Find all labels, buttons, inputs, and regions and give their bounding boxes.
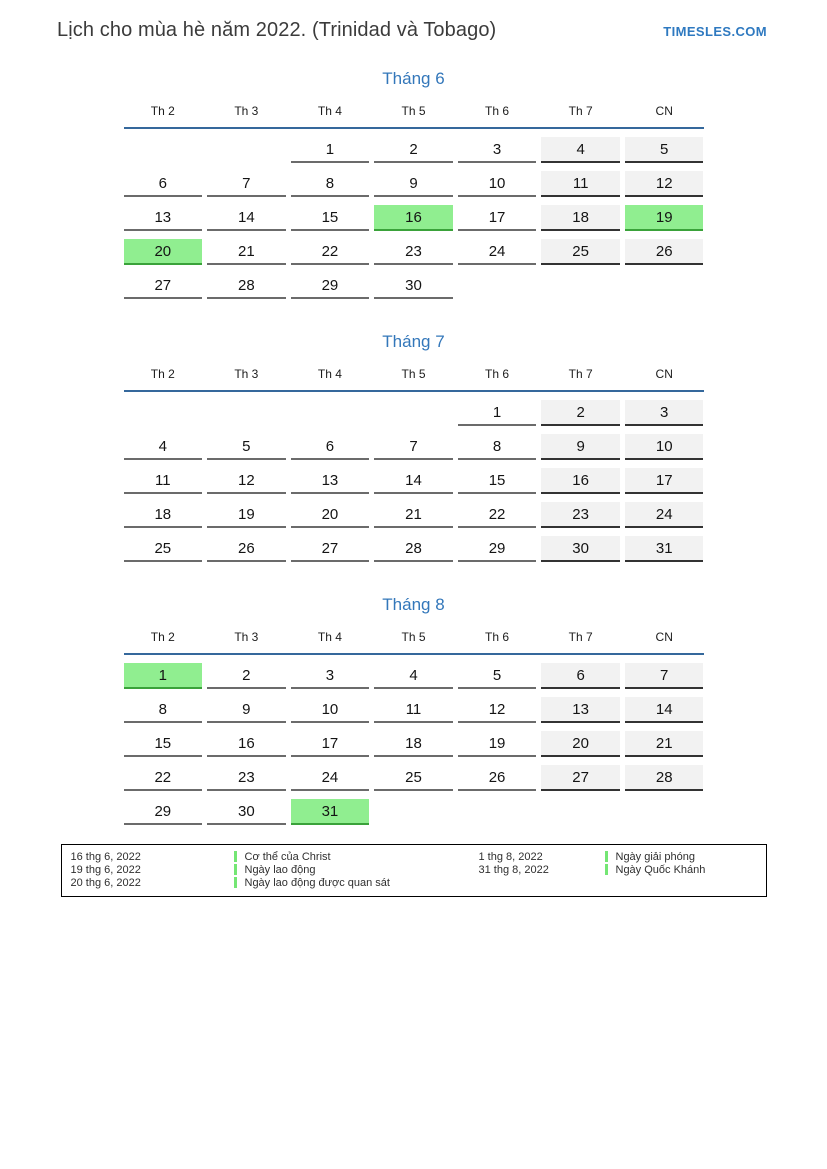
holiday-marker-bar — [605, 851, 608, 862]
day-cell-empty — [374, 400, 453, 426]
day-cell: 29 — [458, 536, 537, 562]
day-cell-empty — [291, 400, 370, 426]
day-cell-weekend: 27 — [541, 765, 620, 791]
day-cell-weekend: 5 — [625, 137, 704, 163]
day-cell-holiday: 31 — [291, 799, 370, 825]
holiday-marker-bar — [234, 877, 237, 888]
month-title: Tháng 8 — [382, 595, 445, 614]
day-cell: 18 — [374, 731, 453, 757]
legend-column-left — [71, 850, 479, 889]
day-cell: 26 — [207, 536, 286, 562]
day-cell: 5 — [458, 663, 537, 689]
weekday-header: Th 4 — [317, 630, 342, 644]
day-cell: 13 — [124, 205, 203, 231]
weekday-header: Th 3 — [234, 104, 259, 118]
legend-entry — [479, 850, 757, 863]
day-cell-weekend: 13 — [541, 697, 620, 723]
legend-label: Ngày lao động — [244, 863, 316, 876]
weekday-header: CN — [655, 367, 673, 381]
weekday-header: Th 4 — [317, 104, 342, 118]
legend-entry — [71, 876, 479, 889]
day-cell-weekend: 30 — [541, 536, 620, 562]
day-cell: 9 — [207, 697, 286, 723]
day-cell: 4 — [124, 434, 203, 460]
day-cell: 13 — [291, 468, 370, 494]
day-cell: 1 — [458, 400, 537, 426]
header-divider-line — [124, 653, 704, 655]
day-cell-weekend: 17 — [625, 468, 704, 494]
legend-date: 16 thg 6, 2022 — [70, 850, 141, 863]
day-cell-weekend: 3 — [625, 400, 704, 426]
day-cell-empty — [458, 273, 537, 299]
day-cell: 28 — [207, 273, 286, 299]
day-cell: 17 — [458, 205, 537, 231]
day-cell: 15 — [458, 468, 537, 494]
day-cell-weekend: 7 — [625, 663, 704, 689]
weekday-header: Th 4 — [317, 367, 342, 381]
months — [124, 69, 704, 825]
day-cell: 10 — [291, 697, 370, 723]
day-cell: 25 — [124, 536, 203, 562]
day-cell: 23 — [207, 765, 286, 791]
day-cell: 30 — [374, 273, 453, 299]
day-cell-weekend: 26 — [625, 239, 704, 265]
weekday-header: Th 3 — [234, 630, 259, 644]
day-cell: 17 — [291, 731, 370, 757]
legend-date: 1 thg 8, 2022 — [478, 850, 543, 863]
month-section — [124, 69, 704, 299]
weekday-header: CN — [655, 104, 673, 118]
day-cell: 19 — [207, 502, 286, 528]
day-cell: 10 — [458, 171, 537, 197]
days-grid — [124, 400, 704, 562]
day-cell: 14 — [207, 205, 286, 231]
legend-entry — [71, 863, 479, 876]
weekday-header: Th 6 — [485, 630, 510, 644]
weekday-header-row — [124, 104, 704, 118]
holiday-marker-bar — [234, 864, 237, 875]
day-cell-empty — [625, 799, 704, 825]
day-cell: 23 — [374, 239, 453, 265]
legend-label: Ngày lao động được quan sát — [244, 876, 390, 889]
day-cell-holiday: 16 — [374, 205, 453, 231]
day-cell-weekend: 21 — [625, 731, 704, 757]
legend-label: Ngày Quốc Khánh — [615, 863, 706, 876]
legend-date: 31 thg 8, 2022 — [478, 863, 549, 876]
weekday-header: Th 2 — [150, 104, 175, 118]
day-cell: 3 — [291, 663, 370, 689]
day-cell: 28 — [374, 536, 453, 562]
page-header — [0, 0, 827, 42]
day-cell: 16 — [207, 731, 286, 757]
day-cell-holiday: 20 — [124, 239, 203, 265]
day-cell-weekend: 11 — [541, 171, 620, 197]
day-cell-weekend: 14 — [625, 697, 704, 723]
header-divider-line — [124, 127, 704, 129]
day-cell: 22 — [124, 765, 203, 791]
day-cell: 6 — [124, 171, 203, 197]
weekday-header: Th 7 — [568, 104, 593, 118]
day-cell: 18 — [124, 502, 203, 528]
day-cell: 22 — [291, 239, 370, 265]
day-cell-empty — [541, 799, 620, 825]
day-cell-empty — [458, 799, 537, 825]
day-cell: 11 — [124, 468, 203, 494]
legend-date: 19 thg 6, 2022 — [70, 863, 141, 876]
holiday-marker-bar — [605, 864, 608, 875]
day-cell: 21 — [374, 502, 453, 528]
day-cell-empty — [625, 273, 704, 299]
day-cell: 11 — [374, 697, 453, 723]
month-section — [124, 332, 704, 562]
day-cell: 15 — [124, 731, 203, 757]
day-cell: 8 — [124, 697, 203, 723]
day-cell: 2 — [207, 663, 286, 689]
day-cell-empty — [124, 137, 203, 163]
day-cell-weekend: 24 — [625, 502, 704, 528]
day-cell: 5 — [207, 434, 286, 460]
day-cell-weekend: 31 — [625, 536, 704, 562]
legend-label: Cơ thể của Christ — [244, 850, 331, 863]
day-cell: 27 — [291, 536, 370, 562]
day-cell-empty — [207, 400, 286, 426]
day-cell-weekend: 12 — [625, 171, 704, 197]
day-cell: 2 — [374, 137, 453, 163]
weekday-header: Th 5 — [401, 367, 426, 381]
day-cell: 9 — [374, 171, 453, 197]
days-grid — [124, 137, 704, 299]
day-cell: 12 — [207, 468, 286, 494]
legend-date: 20 thg 6, 2022 — [70, 876, 141, 889]
day-cell: 4 — [374, 663, 453, 689]
day-cell-empty — [541, 273, 620, 299]
day-cell: 27 — [124, 273, 203, 299]
day-cell: 29 — [291, 273, 370, 299]
day-cell: 8 — [458, 434, 537, 460]
day-cell-weekend: 20 — [541, 731, 620, 757]
day-cell: 30 — [207, 799, 286, 825]
month-section — [124, 595, 704, 825]
weekday-header: Th 5 — [401, 104, 426, 118]
day-cell-weekend: 18 — [541, 205, 620, 231]
day-cell-weekend: 28 — [625, 765, 704, 791]
weekday-header-row — [124, 630, 704, 644]
day-cell: 29 — [124, 799, 203, 825]
day-cell: 24 — [291, 765, 370, 791]
day-cell: 19 — [458, 731, 537, 757]
day-cell-weekend: 9 — [541, 434, 620, 460]
day-cell-empty — [207, 137, 286, 163]
day-cell: 3 — [458, 137, 537, 163]
day-cell: 1 — [291, 137, 370, 163]
day-cell: 20 — [291, 502, 370, 528]
weekday-header: Th 6 — [485, 104, 510, 118]
day-cell-weekend: 16 — [541, 468, 620, 494]
holiday-marker-bar — [234, 851, 237, 862]
day-cell: 12 — [458, 697, 537, 723]
day-cell-weekend: 25 — [541, 239, 620, 265]
day-cell: 22 — [458, 502, 537, 528]
month-title: Tháng 6 — [382, 69, 445, 88]
day-cell: 14 — [374, 468, 453, 494]
day-cell: 15 — [291, 205, 370, 231]
header-divider-line — [124, 390, 704, 392]
legend-column-right — [479, 850, 757, 889]
day-cell-empty — [124, 400, 203, 426]
day-cell-empty — [374, 799, 453, 825]
weekday-header: CN — [655, 630, 673, 644]
day-cell-weekend: 23 — [541, 502, 620, 528]
weekday-header: Th 2 — [150, 367, 175, 381]
weekday-header: Th 5 — [401, 630, 426, 644]
day-cell: 7 — [374, 434, 453, 460]
day-cell: 26 — [458, 765, 537, 791]
days-grid — [124, 663, 704, 825]
weekday-header: Th 3 — [234, 367, 259, 381]
day-cell-weekend: 2 — [541, 400, 620, 426]
day-cell-weekend: 10 — [625, 434, 704, 460]
site-logo-link[interactable]: TIMESLES.COM — [663, 24, 767, 39]
day-cell: 25 — [374, 765, 453, 791]
weekday-header: Th 2 — [150, 630, 175, 644]
page-title: Lịch cho mùa hè năm 2022. (Trinidad và Tobago) — [57, 19, 497, 41]
day-cell: 6 — [291, 434, 370, 460]
weekday-header-row — [124, 367, 704, 381]
legend-entry — [71, 850, 479, 863]
day-cell-weekend: 6 — [541, 663, 620, 689]
day-cell: 8 — [291, 171, 370, 197]
day-cell-holiday: 19 — [625, 205, 704, 231]
day-cell-weekend: 4 — [541, 137, 620, 163]
legend-entry — [479, 863, 757, 876]
weekday-header: Th 6 — [485, 367, 510, 381]
day-cell-holiday: 1 — [124, 663, 203, 689]
day-cell: 7 — [207, 171, 286, 197]
legend-label: Ngày giải phóng — [615, 850, 696, 863]
weekday-header: Th 7 — [568, 630, 593, 644]
day-cell: 24 — [458, 239, 537, 265]
holiday-legend — [61, 844, 767, 897]
month-title: Tháng 7 — [382, 332, 445, 351]
day-cell: 21 — [207, 239, 286, 265]
weekday-header: Th 7 — [568, 367, 593, 381]
